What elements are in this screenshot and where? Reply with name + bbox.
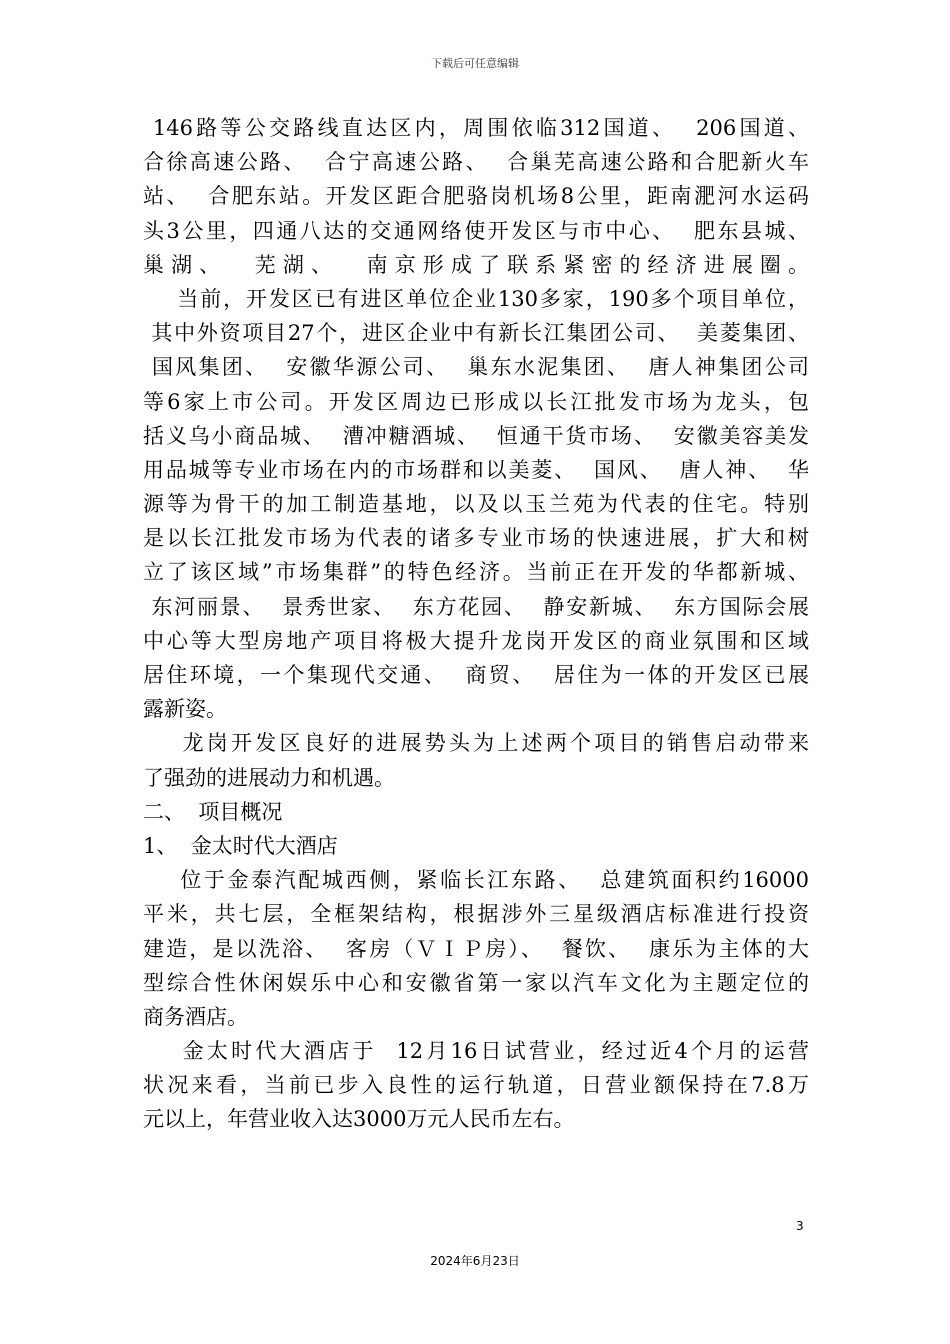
section-heading: 二、 项目概况: [143, 799, 283, 824]
footer-date: 2024年6月23日: [430, 1254, 520, 1268]
text-line: 立了该区域”市场集群”的特色经济。当前正在开发的华都新城、: [143, 560, 809, 585]
text-line: 平米，共七层，全框架结构，根据涉外三星级酒店标准进行投资: [143, 902, 809, 927]
text-line: 位于金泰汽配城西侧，紧临长江东路、 总建筑面积约16000: [143, 868, 809, 893]
text-line: 当前，开发区已有进区单位企业130多家，190多个项目单位，: [143, 286, 809, 311]
text-line: 了强劲的进展动力和机遇。: [143, 765, 395, 790]
text-line: 合徐高速公路、 合宁高速公路、 合巢芜高速公路和合肥新火车: [143, 150, 809, 175]
text-line: 型综合性休闲娱乐中心和安徽省第一家以汽车文化为主题定位的: [143, 970, 809, 995]
text-line: 用品城等专业市场在内的市场群和以美菱、 国风、 唐人神、 华: [143, 457, 809, 482]
page-number: 3: [796, 1219, 804, 1233]
text-line: 其中外资项目27个，进区企业中有新长江集团公司、 美菱集团、: [143, 321, 809, 346]
text-line: 龙岗开发区良好的进展势头为上述两个项目的销售启动带来: [143, 731, 809, 756]
text-line: 146路等公交路线直达区内，周围依临312国道、 206国道、: [143, 116, 809, 140]
text-line: 露新姿。: [143, 697, 227, 722]
text-line: 国风集团、 安徽华源公司、 巢东水泥集团、 唐人神集团公司: [143, 355, 809, 380]
text-line: 中心等大型房地产项目将极大提升龙岗开发区的商业氛围和区域: [143, 628, 809, 653]
text-line: 元以上，年营业收入达3000万元人民币左右。: [143, 1107, 575, 1132]
text-line: 状况来看，当前已步入良性的运行轨道，日营业额保持在7.8万: [143, 1073, 809, 1098]
page-header-note: 下载后可任意编辑: [431, 57, 519, 70]
text-line: 等6家上市公司。开发区周边已形成以长江批发市场为龙头，包: [143, 389, 809, 414]
text-line: 建造，是以洗浴、 客房（ＶＩＰ房）、 餐饮、 康乐为主体的大: [143, 936, 809, 961]
text-line: 源等为骨干的加工制造基地，以及以玉兰苑为代表的住宅。特别: [143, 492, 809, 517]
text-line: 居住环境，一个集现代交通、 商贸、 居住为一体的开发区已展: [143, 663, 809, 687]
text-line: 括义乌小商品城、 漕冲糖酒城、 恒通干货市场、 安徽美容美发: [143, 423, 809, 448]
text-line: 巢湖、 芜湖、 南京形成了联系紧密的经济进展圈。: [143, 252, 809, 277]
text-line: 东河丽景、 景秀世家、 东方花园、 静安新城、 东方国际会展: [143, 594, 809, 619]
document-body: [143, 111, 809, 1137]
text-line: 头3公里，四通八达的交通网络使开发区与市中心、 肥东县城、: [143, 218, 809, 243]
subsection-heading: 1、 金太时代大酒店: [143, 833, 338, 858]
text-line: 站、 合肥东站。开发区距合肥骆岗机场8公里，距南淝河水运码: [143, 184, 809, 209]
text-line: 商务酒店。: [143, 1004, 248, 1029]
text-line: 是以长江批发市场为代表的诸多专业市场的快速进展，扩大和树: [143, 526, 809, 551]
text-line: 金太时代大酒店于 12月16日试营业，经过近4个月的运营: [143, 1039, 809, 1064]
